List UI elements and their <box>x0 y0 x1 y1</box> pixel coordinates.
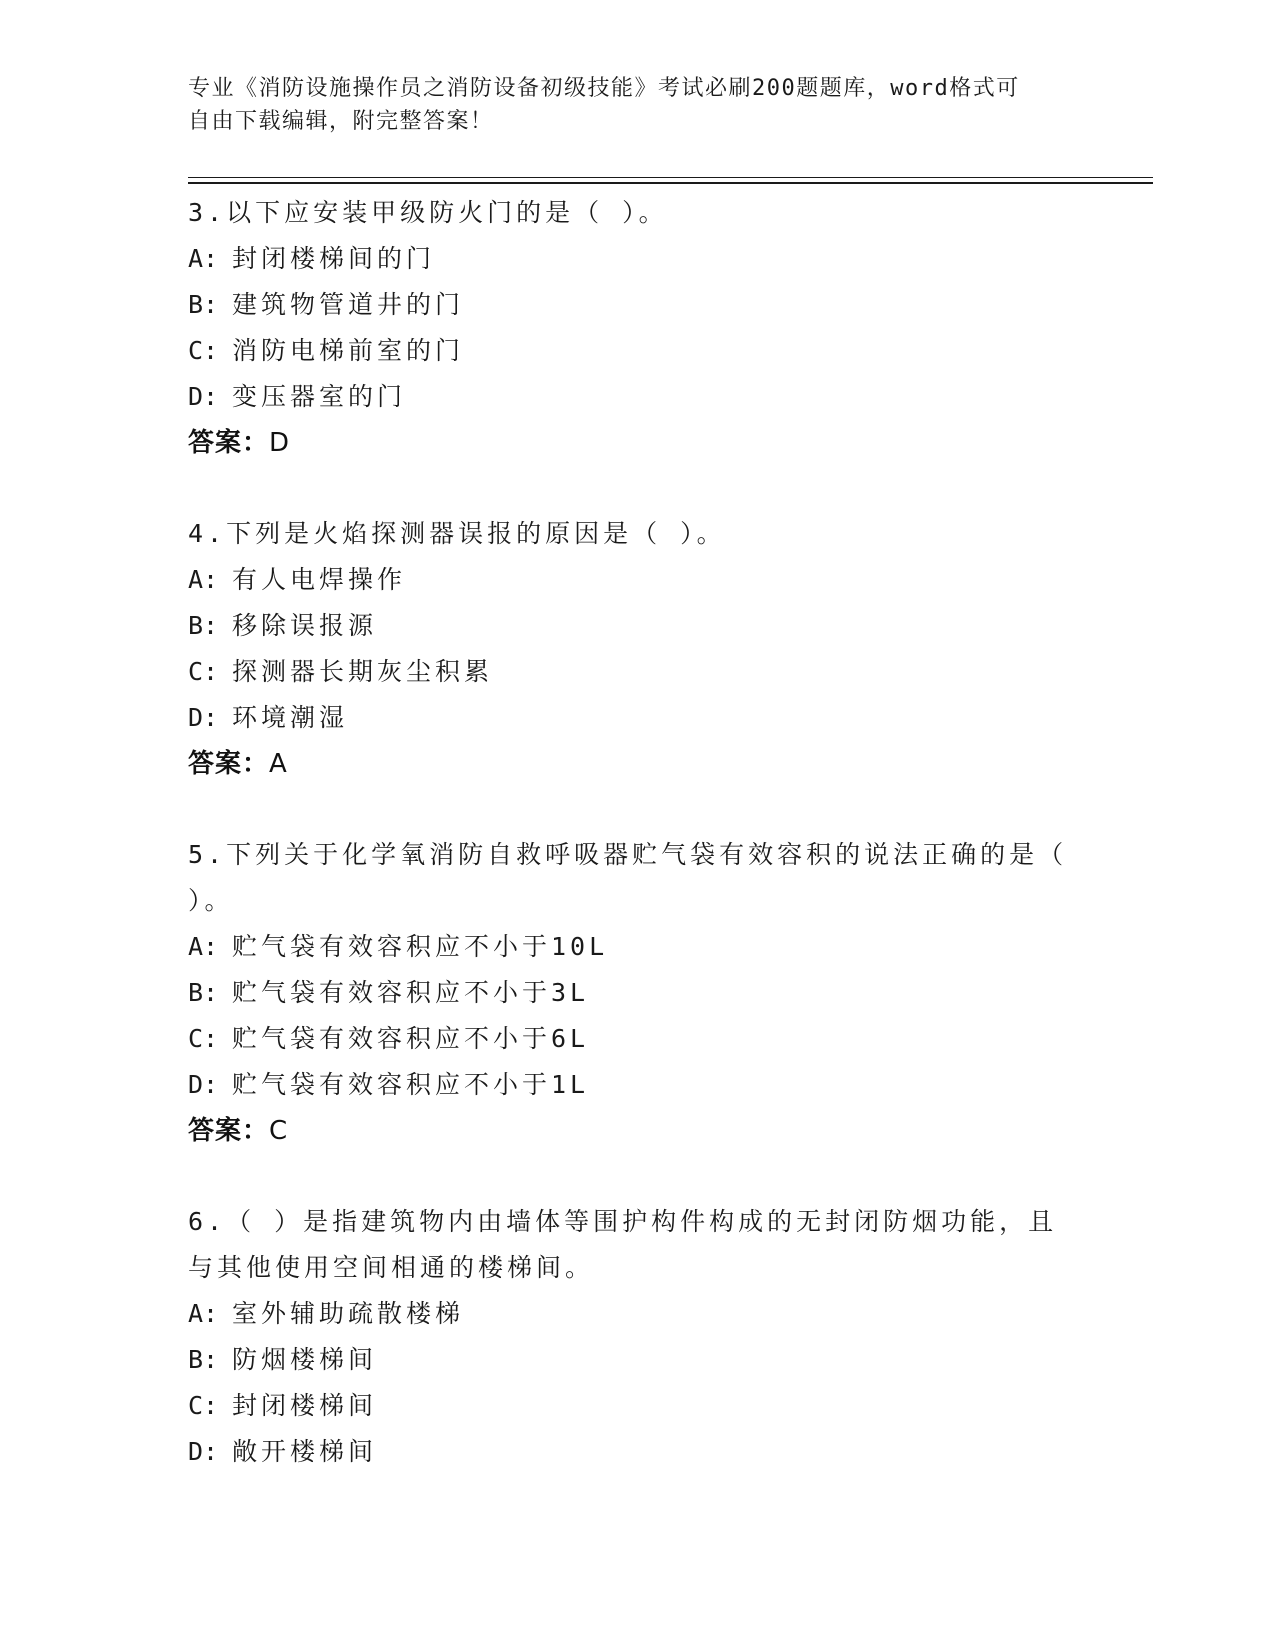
question-5 <box>188 832 1068 1154</box>
option-text: 贮气袋有效容积应不小于6L <box>232 1024 590 1053</box>
option-text: 贮气袋有效容积应不小于10L <box>232 932 609 961</box>
option-letter: C: <box>188 657 219 686</box>
option-text: 探测器长期灰尘积累 <box>232 657 494 686</box>
answer-value: D <box>269 428 291 458</box>
option-letter: C: <box>188 336 219 365</box>
answer-value: A <box>269 749 288 779</box>
question-3 <box>188 190 1068 466</box>
answer-label: 答案： <box>188 1116 270 1146</box>
header-divider-thick <box>188 182 1153 184</box>
option-text: 敞开楼梯间 <box>232 1437 378 1466</box>
option-letter: A: <box>188 244 219 273</box>
option-text: 环境潮湿 <box>232 703 349 732</box>
option-letter: B: <box>188 611 219 640</box>
option-text: 移除误报源 <box>232 611 378 640</box>
question-6 <box>188 1199 1068 1475</box>
answer-line <box>188 420 1068 466</box>
question-stem: 6.（ ）是指建筑物内由墙体等围护构件构成的无封闭防烟功能，且 <box>188 1207 1058 1236</box>
option-b <box>188 603 1068 649</box>
question-stem-continued: ）。 <box>188 886 234 915</box>
option-d <box>188 695 1068 741</box>
option-letter: A: <box>188 565 219 594</box>
header-line-2: 自由下载编辑，附完整答案！ <box>188 109 494 134</box>
option-a <box>188 557 1068 603</box>
question-stem: 5.下列关于化学氧消防自救呼吸器贮气袋有效容积的说法正确的是（ <box>188 840 1068 869</box>
option-a <box>188 236 1068 282</box>
option-text: 消防电梯前室的门 <box>232 336 465 365</box>
option-letter: B: <box>188 1345 219 1374</box>
option-a <box>188 924 1068 970</box>
option-b <box>188 1337 1068 1383</box>
option-text: 室外辅助疏散楼梯 <box>232 1299 465 1328</box>
option-letter: D: <box>188 703 219 732</box>
answer-line <box>188 1108 1068 1154</box>
answer-line <box>188 741 1068 787</box>
option-c <box>188 1383 1068 1429</box>
header-line-1: 专业《消防设施操作员之消防设备初级技能》考试必刷200题题库，word格式可 <box>188 76 1020 101</box>
answer-label: 答案： <box>188 749 270 779</box>
option-text: 封闭楼梯间的门 <box>232 244 436 273</box>
option-c <box>188 649 1068 695</box>
option-c <box>188 1016 1068 1062</box>
answer-value: C <box>269 1116 289 1146</box>
option-text: 贮气袋有效容积应不小于3L <box>232 978 590 1007</box>
document-header <box>188 72 1068 138</box>
option-letter: B: <box>188 978 219 1007</box>
question-list <box>188 190 1068 1520</box>
option-text: 封闭楼梯间 <box>232 1391 378 1420</box>
option-text: 变压器室的门 <box>232 382 407 411</box>
option-letter: D: <box>188 382 219 411</box>
option-a <box>188 1291 1068 1337</box>
option-b <box>188 970 1068 1016</box>
header-divider-thin <box>188 177 1153 178</box>
question-stem-continued: 与其他使用空间相通的楼梯间。 <box>188 1253 595 1282</box>
option-d <box>188 1429 1068 1475</box>
option-c <box>188 328 1068 374</box>
option-text: 防烟楼梯间 <box>232 1345 378 1374</box>
option-letter: C: <box>188 1391 219 1420</box>
option-letter: A: <box>188 932 219 961</box>
option-letter: D: <box>188 1437 219 1466</box>
question-4 <box>188 511 1068 787</box>
option-letter: A: <box>188 1299 219 1328</box>
option-letter: B: <box>188 290 219 319</box>
option-d <box>188 374 1068 420</box>
option-b <box>188 282 1068 328</box>
option-text: 有人电焊操作 <box>232 565 407 594</box>
option-text: 贮气袋有效容积应不小于1L <box>232 1070 590 1099</box>
question-stem: 4.下列是火焰探测器误报的原因是（ ）。 <box>188 519 726 548</box>
option-text: 建筑物管道井的门 <box>232 290 465 319</box>
question-stem: 3.以下应安装甲级防火门的是（ ）。 <box>188 198 668 227</box>
answer-label: 答案： <box>188 428 270 458</box>
option-letter: D: <box>188 1070 219 1099</box>
option-d <box>188 1062 1068 1108</box>
option-letter: C: <box>188 1024 219 1053</box>
